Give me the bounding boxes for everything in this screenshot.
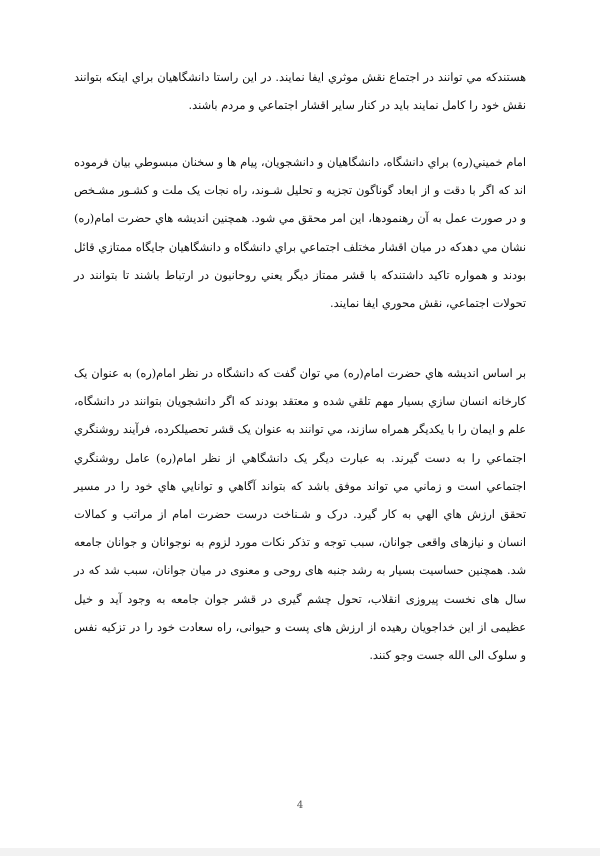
paragraph-3: بر اساس انديشه هاي حضرت امام(ره) مي توان گفت كه دانشگاه در نظر امام(ره) به عنوان يک كارخانه انسان سازي بسيار مهم تلقي شده و معتقد بودند كه اگر دانشجويان بتوانند در دانشگاه، علم و ايمان را با يكديگر همراه سازند، مي توانند به عنوان يک قشر تحصيلكرده، فرآيند روشنگري اجتماعي را به دست گيرند. به عبارت ديگر يک دانشگاهي از نظر امام(ره) عامل روشنگري اجتماعي است و زماني مي تواند موفق باشد كه بتواند آگاهي و توانايي هاي خود را در مسير تحقق ارزش هاي الهي به كار گيرد. درک و شـناخت درست حضرت امام از مراتب و كمالات انسان و نيازهای واقعی جوانان، سبب توجه و تذكر نكات مورد لزوم به نوجوانان و جوانان جامعه شد. همچنين حساسيت بسيار به رشد جنبه های روحی و معنوی در ميان جوانان، سبب شد كه در سال های نخست پيروزی انقلاب، تحول چشم گيری در قشر جوان جامعه به وجود آيد و خيل عظيمی از اين خداجويان رهيده از ارزش های پست و حيوانی، راه سعادت خود را در تزكيه نفس و سلوک الی الله جست وجو كنند. <box>74 367 526 663</box>
paragraph-2: امام خميني(ره) براي دانشگاه، دانشگاهيان و دانشجويان، پيام ها و سخنان مبسوطي بيان فرموده اند كه اگر با دقت و از ابعاد گوناگون تجزيه و تحليل شـوند، راه نجات يک ملت و كشـور مشـخص و در صورت عمل به آن رهنمودها، اين امر محقق مي شود. همچنين انديشه هاي حضرت امام(ره) نشان مي دهدكه در ميان اقشار مختلف اجتماعي براي دانشگاه و دانشگاهيان جايگاه ممتازي قائل بودند و همواره تاكيد داشتندكه با قشر ممتاز ديگر يعني روحانيون در ارتباط باشند تا بتوانند در تحولات اجتماعي، نقش محوري ايفا نمايند. <box>74 156 526 311</box>
page-bottom-edge <box>0 848 600 856</box>
paragraph-1: هستندكه مي توانند در اجتماع نقش موثري ايفا نمايند. در اين راستا دانشگاهيان براي اينكه بتوانند نقش خود را كامل نمايند بايد در كنار ساير اقشار اجتماعي و مردم باشند. <box>74 71 526 113</box>
page-number: 4 <box>296 800 304 811</box>
